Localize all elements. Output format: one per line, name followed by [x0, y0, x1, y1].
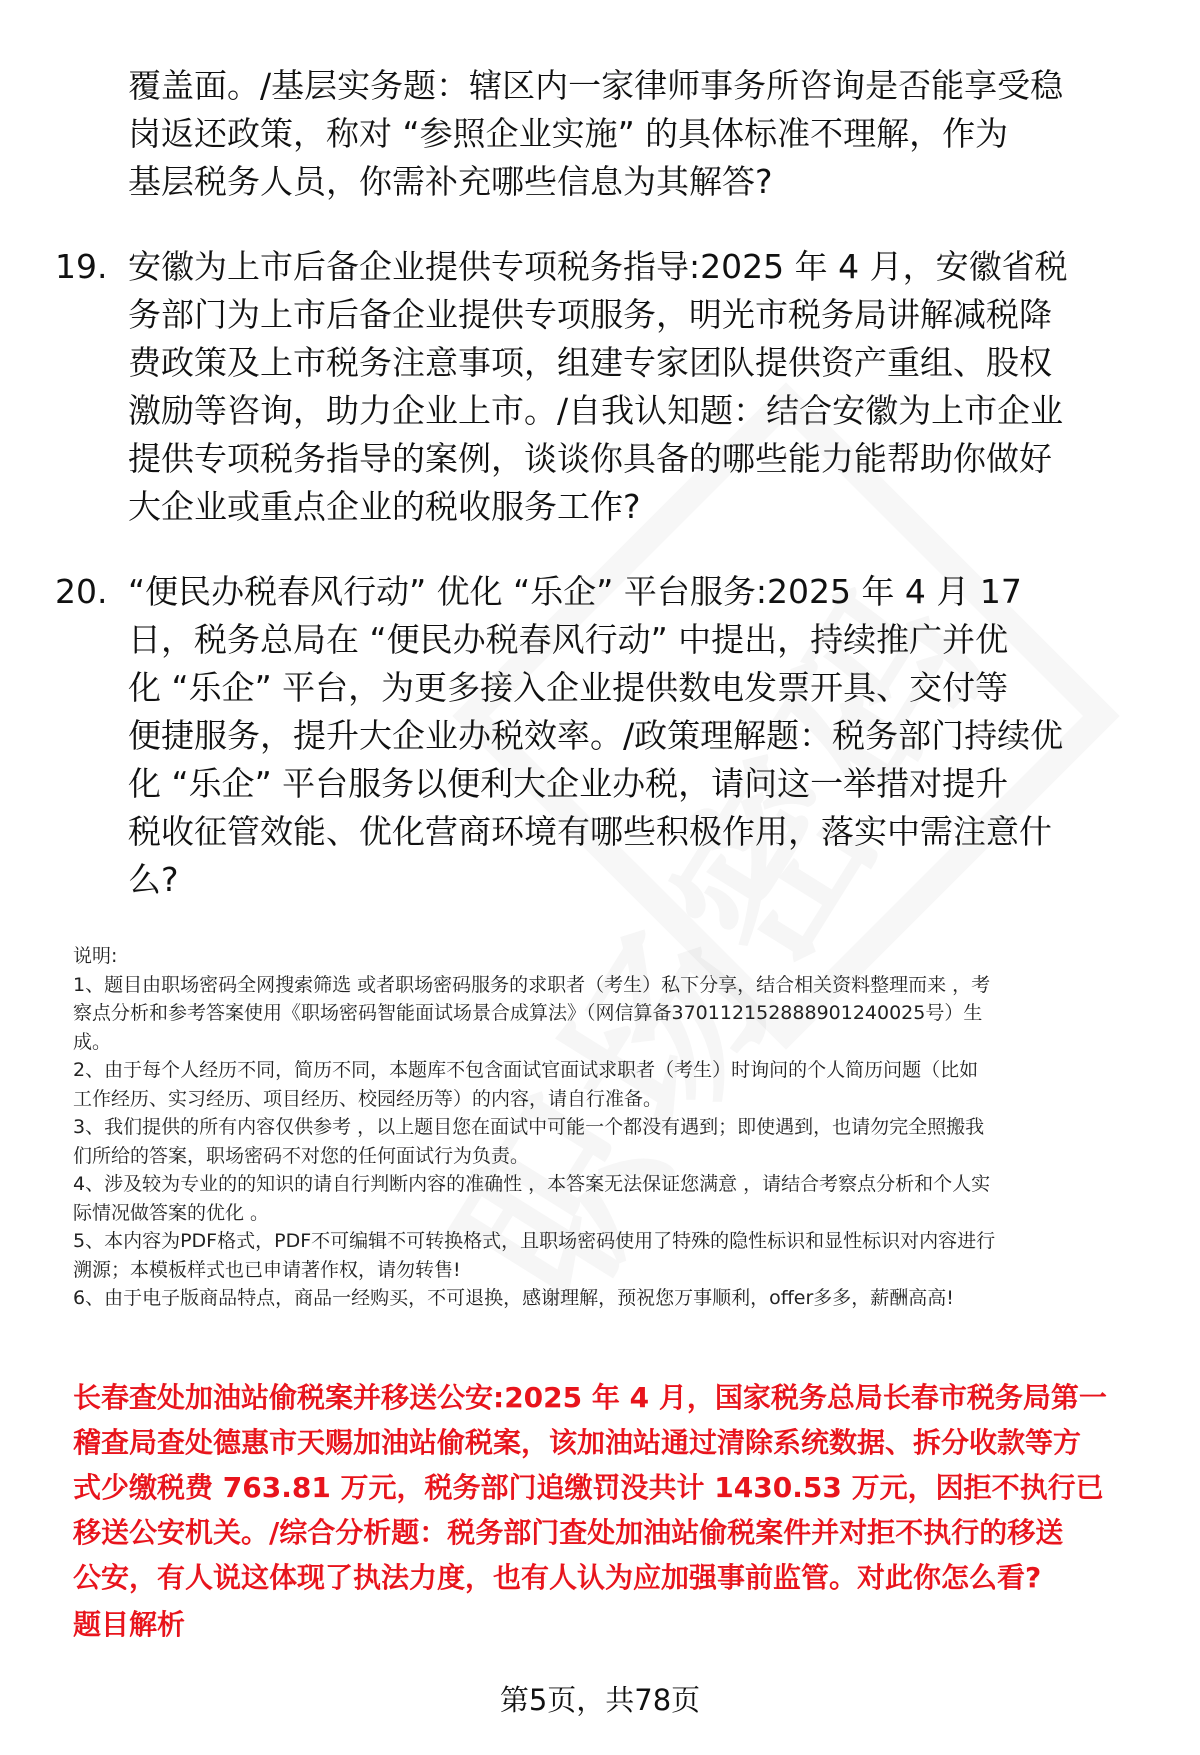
- text-line: 覆盖面。/基层实务题：辖区内一家律师事务所咨询是否能享受稳: [128, 66, 1064, 105]
- page-number: 第5页，共78页: [499, 1683, 701, 1717]
- note-line: 察点分析和参考答案使用《职场密码智能面试场景合成算法》（网信算备370112152888901240025号）生: [73, 1002, 983, 1024]
- note-line: 2、由于每个人经历不同，简历不同，本题库不包含面试官面试求职者（考生）时询问的个人简历问题（比如: [73, 1059, 979, 1081]
- text-line: 激励等咨询，助力企业上市。/自我认知题：结合安徽为上市企业: [128, 391, 1064, 430]
- text-line: 务部门为上市后备企业提供专项服务，明光市税务局讲解减税降: [128, 295, 1052, 334]
- text-line: 安徽为上市后备企业提供专项税务指导:2025 年 4 月，安徽省税: [128, 247, 1068, 286]
- note-line: 成。: [73, 1030, 112, 1053]
- note-line: 3、我们提供的所有内容仅供参考 ，以上题目您在面试中可能一个都没有遇到；即使遇到，也请勿完全照搬我: [73, 1116, 985, 1138]
- note-line: 溯源；本模板样式也已申请著作权，请勿转售!: [73, 1258, 461, 1281]
- question-continuation-text: [128, 62, 1158, 206]
- featured-line: 移送公安机关。/综合分析题：税务部门查处加油站偷税案件并对拒不执行的移送: [73, 1516, 1064, 1549]
- note-line: 4、涉及较为专业的的知识的请自行判断内容的准确性 ，本答案无法保证您满意 ，请结合考察点分析和个人实: [73, 1173, 991, 1195]
- featured-question: [73, 1375, 1173, 1600]
- text-line: 税收征管效能、优化营商环境有哪些积极作用，落实中需注意什: [128, 812, 1052, 851]
- text-line: 化 “乐企” 平台服务以便利大企业办税，请问这一举措对提升: [128, 764, 1009, 803]
- text-line: 大企业或重点企业的税收服务工作?: [128, 487, 641, 526]
- text-line: 日，税务总局在 “便民办税春风行动” 中提出，持续推广并优: [128, 620, 1009, 659]
- text-line: 提供专项税务指导的案例，谈谈你具备的哪些能力能帮助你做好: [128, 439, 1052, 478]
- note-line: 5、本内容为PDF格式，PDF不可编辑不可转换格式，且职场密码使用了特殊的隐性标识和显性标识对内容进行: [73, 1230, 996, 1252]
- featured-line: 式少缴税费 763.81 万元，税务部门追缴罚没共计 1430.53 万元，因拒不执行已: [73, 1471, 1104, 1504]
- text-line: 费政策及上市税务注意事项，组建专家团队提供资产重组、股权: [128, 343, 1052, 382]
- question-number: 20.: [55, 572, 108, 611]
- analysis-heading: 题目解析: [73, 1608, 186, 1641]
- text-line: 基层税务人员，你需补充哪些信息为其解答?: [128, 162, 773, 201]
- notes-title: 说明:: [73, 945, 118, 967]
- note-line: 们所给的答案，职场密码不对您的任何面试行为负责。: [73, 1144, 530, 1167]
- text-line: 化 “乐企” 平台，为更多接入企业提供数电发票开具、交付等: [128, 668, 1009, 707]
- disclaimer-notes: [73, 942, 1163, 1313]
- question-text: [128, 243, 1158, 531]
- note-line: 工作经历、实习经历、项目经历、校园经历等）的内容，请自行准备。: [73, 1087, 663, 1110]
- note-line: 际情况做答案的优化 。: [73, 1201, 270, 1224]
- note-line: 1、题目由职场密码全网搜索筛选 或者职场密码服务的求职者（考生）私下分享，结合相关资料整理而来 ，考: [73, 973, 991, 996]
- question-text: [128, 568, 1158, 904]
- note-line: 6、由于电子版商品特点，商品一经购买，不可退换，感谢理解，预祝您万事顺利，offer多多，薪酬高高!: [73, 1287, 954, 1309]
- featured-line: 公安，有人说这体现了执法力度，也有人认为应加强事前监管。对此你怎么看?: [73, 1561, 1042, 1594]
- featured-line: 长春查处加油站偷税案并移送公安:2025 年 4 月，国家税务总局长春市税务局第一: [73, 1381, 1107, 1414]
- question-number: 19.: [55, 247, 108, 286]
- text-line: 便捷服务，提升大企业办税效率。/政策理解题：税务部门持续优: [128, 716, 1064, 755]
- text-line: “便民办税春风行动” 优化 “乐企” 平台服务:2025 年 4 月 17: [128, 572, 1022, 611]
- featured-line: 稽查局查处德惠市天赐加油站偷税案，该加油站通过清除系统数据、拆分收款等方: [73, 1426, 1082, 1459]
- text-line: 么?: [128, 860, 179, 899]
- text-line: 岗返还政策，称对 “参照企业实施” 的具体标准不理解，作为: [128, 114, 1009, 153]
